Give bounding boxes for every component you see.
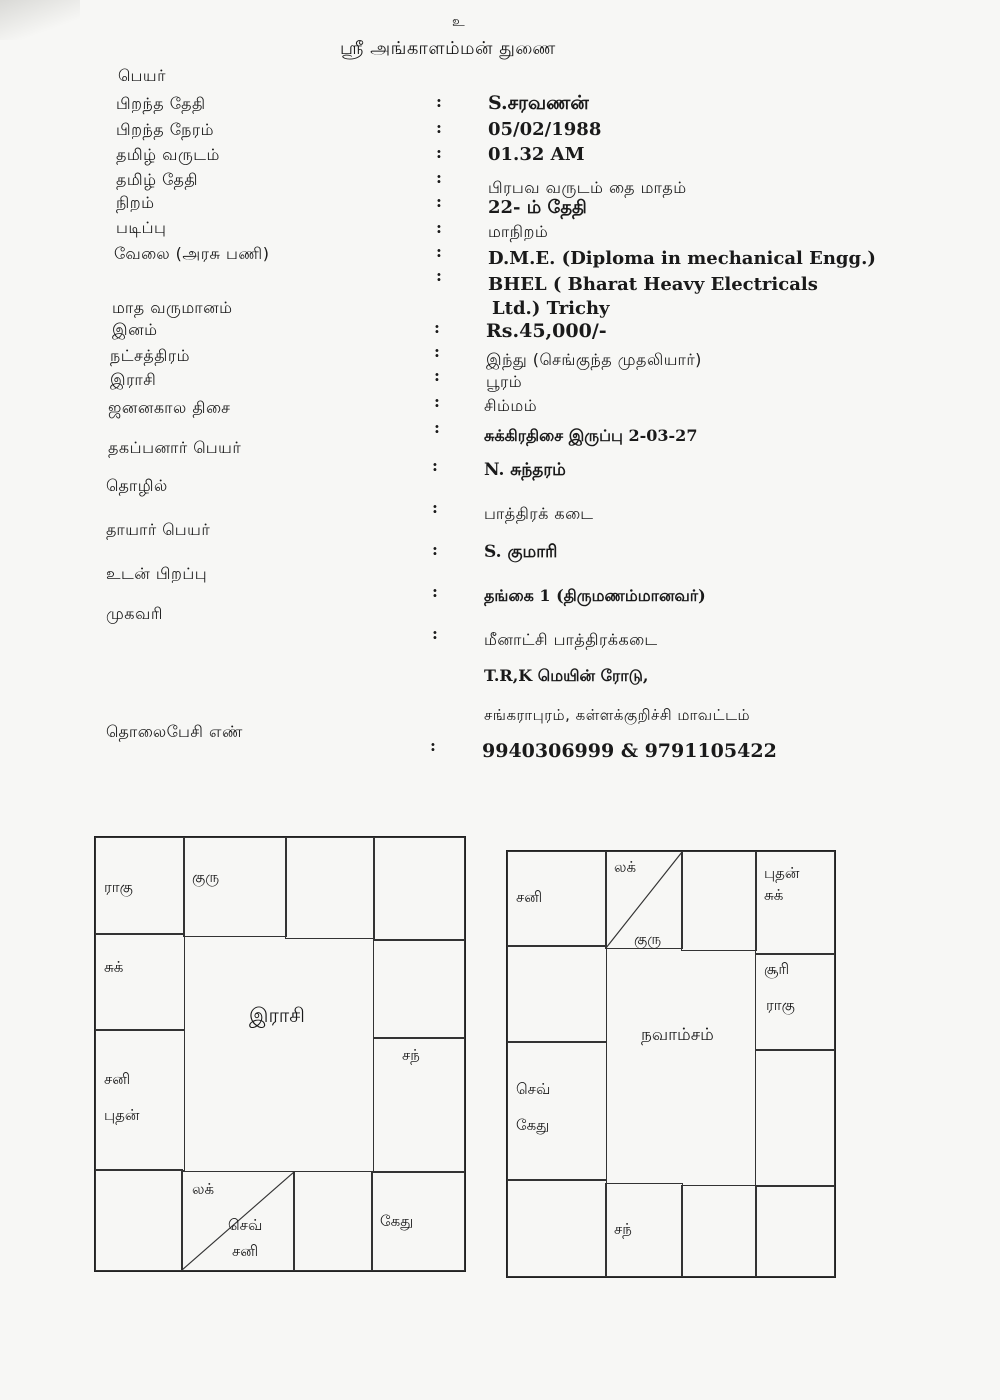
rasi-chart-title: இராசி bbox=[249, 1003, 305, 1027]
value-dasa: சுக்கிரதிசை இருப்பு 2-03-27 bbox=[484, 426, 698, 445]
colon: : bbox=[436, 118, 442, 137]
colon: : bbox=[436, 168, 442, 187]
navamsa-cell-1 bbox=[507, 851, 607, 947]
colon: : bbox=[436, 92, 442, 111]
label-name: பெயர் bbox=[118, 66, 166, 85]
navamsa-cell-6 bbox=[755, 1049, 835, 1187]
navamsa-cell-11 bbox=[507, 1041, 607, 1181]
label-rasi: இராசி bbox=[110, 370, 157, 389]
page-fold-shadow bbox=[0, 0, 80, 40]
value-community: இந்து (செங்குந்த முதலியார்) bbox=[486, 350, 702, 369]
label-dob: பிறந்த தேதி bbox=[116, 94, 206, 113]
rasi-cell-10 bbox=[95, 1169, 183, 1271]
rasi-cell-11-text-b: புதன் bbox=[104, 1106, 140, 1124]
navamsa-cell-9 bbox=[605, 1183, 683, 1277]
label-phone: தொலைபேசி எண் bbox=[106, 722, 243, 741]
rasi-cell-11-text-a: சனி bbox=[104, 1070, 131, 1088]
navamsa-cell-12 bbox=[507, 945, 607, 1043]
rasi-cell-9-text-b: செவ் bbox=[228, 1216, 263, 1234]
value-occupation: பாத்திரக் கடை bbox=[484, 504, 594, 523]
colon: : bbox=[432, 582, 438, 601]
value-rasi: சிம்மம் bbox=[484, 396, 538, 415]
colon: : bbox=[436, 192, 442, 211]
navamsa-cell-5 bbox=[755, 953, 835, 1051]
value-complexion: மாநிறம் bbox=[488, 222, 549, 241]
navamsa-cell-11-text-b: கேது bbox=[516, 1116, 550, 1134]
label-address: முகவரி bbox=[106, 604, 163, 623]
om-symbol: உ bbox=[452, 14, 466, 30]
navamsa-chart-title: நவாம்சம் bbox=[641, 1025, 714, 1045]
label-community: இனம் bbox=[112, 320, 158, 339]
navamsa-cell-2-text-b: குரு bbox=[634, 930, 662, 948]
rasi-cell-9 bbox=[181, 1171, 295, 1271]
navamsa-cell-4-text-b: சுக் bbox=[764, 886, 784, 904]
colon: : bbox=[432, 540, 438, 559]
label-job: வேலை (அரசு பணி) bbox=[114, 244, 270, 263]
rasi-cell-11 bbox=[95, 1029, 185, 1171]
label-income: மாத வருமானம் bbox=[112, 298, 233, 317]
rasi-cell-7 bbox=[371, 1171, 465, 1271]
colon: : bbox=[434, 318, 440, 337]
navamsa-cell-5-text-b: ராகு bbox=[766, 996, 795, 1014]
rasi-cell-9-text-a: லக் bbox=[192, 1180, 215, 1198]
navamsa-cell-4-text-a: புதன் bbox=[764, 864, 800, 882]
label-mother: தாயார் பெயர் bbox=[106, 520, 211, 539]
navamsa-cell-8 bbox=[681, 1185, 757, 1277]
colon: : bbox=[436, 143, 442, 162]
rasi-cell-6 bbox=[373, 1037, 465, 1173]
colon: : bbox=[432, 498, 438, 517]
label-tamil-year: தமிழ் வருடம் bbox=[116, 145, 220, 164]
rasi-cell-12 bbox=[95, 933, 185, 1031]
label-tamil-date: தமிழ் தேதி bbox=[116, 170, 199, 189]
rasi-cell-6-text: சந் bbox=[402, 1046, 420, 1064]
value-dob: 05/02/1988 bbox=[488, 119, 602, 140]
label-education: படிப்பு bbox=[116, 218, 167, 237]
navamsa-chart bbox=[506, 850, 836, 1278]
value-address-line1: மீனாட்சி பாத்திரக்கடை bbox=[484, 630, 658, 649]
rasi-cell-2 bbox=[183, 837, 287, 937]
rasi-cell-9-text-c: சனி bbox=[232, 1242, 259, 1260]
value-time: 01.32 AM bbox=[488, 144, 585, 165]
value-income: Rs.45,000/- bbox=[486, 320, 607, 342]
rasi-cell-2-text: குரு bbox=[192, 868, 220, 886]
rasi-cell-5 bbox=[373, 939, 465, 1039]
value-job-line2: Ltd.) Trichy bbox=[492, 298, 610, 319]
colon: : bbox=[432, 456, 438, 475]
label-time: பிறந்த நேரம் bbox=[116, 120, 215, 139]
rasi-cell-1-text: ராகு bbox=[104, 878, 133, 896]
label-star: நட்சத்திரம் bbox=[110, 346, 191, 365]
colon: : bbox=[434, 418, 440, 437]
rasi-chart bbox=[94, 836, 466, 1272]
value-siblings: தங்கை 1 (திருமணம்மானவர்) bbox=[484, 586, 706, 605]
label-complexion: நிறம் bbox=[116, 193, 155, 212]
navamsa-cell-11-text-a: செவ் bbox=[516, 1080, 551, 1098]
label-father: தகப்பனார் பெயர் bbox=[108, 438, 242, 457]
value-address-line2: T.R,K மெயின் ரோடு, bbox=[484, 666, 649, 685]
navamsa-cell-2 bbox=[605, 851, 683, 949]
navamsa-cell-10 bbox=[507, 1179, 607, 1277]
label-dasa: ஜனனகால திசை bbox=[108, 398, 231, 417]
value-tamil-year: பிரபவ வருடம் தை மாதம் bbox=[488, 178, 687, 197]
colon: : bbox=[436, 218, 442, 237]
colon: : bbox=[430, 736, 436, 755]
navamsa-cell-2-text-a: லக் bbox=[614, 858, 637, 876]
value-job-line1: BHEL ( Bharat Heavy Electricals bbox=[488, 274, 818, 295]
value-education: D.M.E. (Diploma in mechanical Engg.) bbox=[488, 248, 876, 269]
colon: : bbox=[434, 392, 440, 411]
value-father: N. சுந்தரம் bbox=[484, 460, 566, 480]
value-star: பூரம் bbox=[486, 372, 523, 391]
colon: : bbox=[434, 366, 440, 385]
navamsa-cell-7 bbox=[755, 1185, 835, 1277]
label-siblings: உடன் பிறப்பு bbox=[106, 564, 208, 583]
value-name: S.சரவணன் bbox=[488, 92, 589, 114]
rasi-cell-7-text: கேது bbox=[380, 1212, 414, 1230]
rasi-cell-1 bbox=[95, 837, 185, 935]
navamsa-cell-1-text: சனி bbox=[516, 888, 543, 906]
page-title: ஸ்ரீ அங்காளம்மன் துணை bbox=[340, 38, 556, 59]
rasi-cell-4 bbox=[373, 837, 465, 941]
navamsa-cell-3 bbox=[681, 851, 757, 951]
value-mother: S. குமாரி bbox=[484, 542, 558, 562]
colon: : bbox=[432, 624, 438, 643]
navamsa-cell-9-text: சந் bbox=[614, 1220, 632, 1238]
navamsa-cell-5-text-a: சூரி bbox=[764, 960, 790, 978]
rasi-cell-12-text: சுக் bbox=[104, 958, 124, 976]
value-address-line3: சங்கராபுரம், கள்ளக்குறிச்சி மாவட்டம் bbox=[484, 706, 751, 724]
navamsa-cell-4 bbox=[755, 851, 835, 955]
colon: : bbox=[434, 342, 440, 361]
rasi-cell-3 bbox=[285, 837, 375, 939]
value-tamil-date: 22- ம் தேதி bbox=[488, 197, 587, 218]
label-occupation: தொழில் bbox=[106, 476, 168, 495]
rasi-cell-8 bbox=[293, 1171, 373, 1271]
colon: : bbox=[436, 266, 442, 285]
value-phone: 9940306999 & 9791105422 bbox=[482, 740, 777, 762]
colon: : bbox=[436, 242, 442, 261]
